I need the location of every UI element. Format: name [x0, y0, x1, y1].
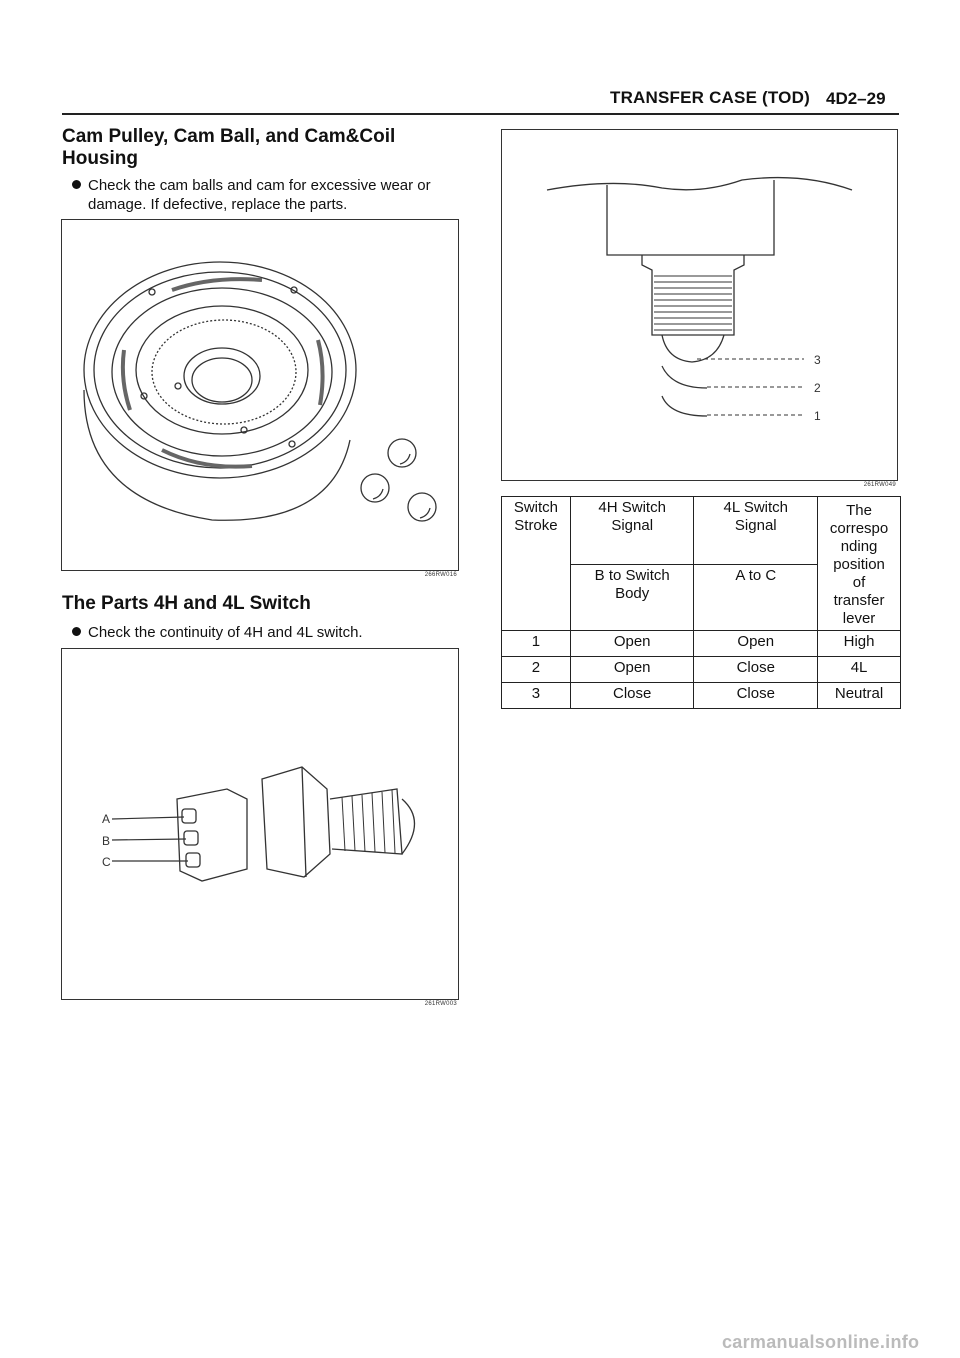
header-4h-signal: 4H Switch Signal	[570, 497, 694, 565]
switch-stroke-illustration	[502, 130, 897, 480]
switch-illustration	[62, 649, 458, 999]
callout-3: 3	[814, 353, 821, 367]
switch-figure	[61, 648, 459, 1000]
section-heading-cam-pulley	[62, 126, 395, 170]
table-row: 1 Open Open High	[502, 631, 901, 657]
switch-signal-table	[501, 496, 901, 709]
header-switch-stroke: Switch Stroke	[502, 497, 571, 631]
bullet-text: damage. If defective, replace the parts.	[88, 196, 348, 213]
heading-line: Cam Pulley, Cam Ball, and Cam&Coil	[62, 126, 396, 147]
bullet-text: Check the cam balls and cam for excessive wear or	[88, 177, 431, 194]
cam-pulley-illustration	[62, 220, 458, 570]
callout-1: 1	[814, 409, 821, 423]
header-b-to-body: B to Switch Body	[570, 564, 694, 631]
bullet-text: Check the continuity of 4H and 4L switch.	[88, 624, 363, 641]
bullet-item	[72, 623, 363, 642]
bullet-icon	[72, 180, 81, 189]
header-lever-position: The correspo nding position of transfer lever	[818, 497, 901, 631]
figure-code: 261RW049	[863, 482, 896, 488]
cam-balls	[361, 439, 436, 521]
header-a-to-c: A to C	[694, 564, 818, 631]
callout-a: A	[102, 812, 111, 826]
page-number: 4D2–29	[826, 89, 886, 108]
section-heading-switch: The Parts 4H and 4L Switch	[62, 593, 311, 614]
callout-b: B	[102, 834, 111, 848]
figure-code: 261RW003	[424, 1001, 457, 1007]
watermark-link[interactable]: carmanualsonline.info	[722, 1332, 920, 1352]
switch-stroke-figure	[501, 129, 898, 481]
running-header-title: TRANSFER CASE (TOD)	[610, 88, 810, 107]
header-divider	[62, 113, 899, 115]
callout-c: C	[102, 855, 111, 869]
figure-code: 266RW016	[424, 572, 457, 578]
table-row: 3 Close Close Neutral	[502, 683, 901, 709]
heading-line: Housing	[62, 148, 138, 169]
bullet-icon	[72, 627, 81, 636]
callout-2: 2	[814, 381, 821, 395]
cam-pulley-figure	[61, 219, 459, 571]
bullet-item	[72, 176, 431, 214]
header-4l-signal: 4L Switch Signal	[694, 497, 818, 565]
table-row: 2 Open Close 4L	[502, 657, 901, 683]
